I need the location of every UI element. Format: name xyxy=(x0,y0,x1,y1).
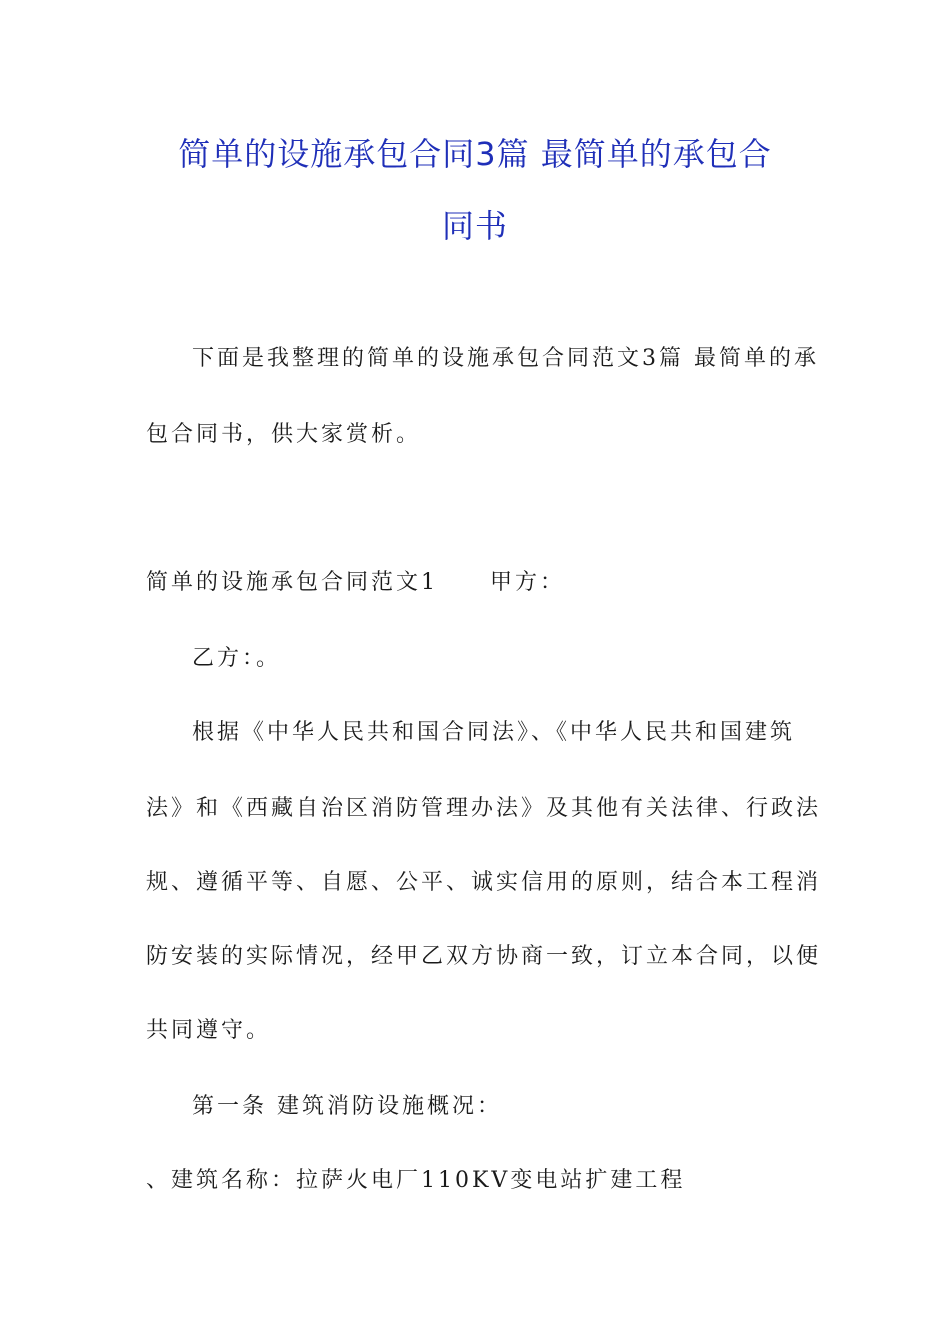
paragraph-line-4: 防安装的实际情况，经甲乙双方协商一致，订立本合同，以便 xyxy=(146,944,822,969)
document-title-line-1: 简单的设施承包合同3篇 最简单的承包合 xyxy=(178,135,772,173)
paragraph-line-5: 共同遵守。 xyxy=(146,1018,272,1043)
intro-line-1: 下面是我整理的简单的设施承包合同范文3篇 最简单的承 xyxy=(192,346,819,371)
list-item-building-name: 、建筑名称：拉萨火电厂110KV变电站扩建工程 xyxy=(146,1168,686,1193)
intro-line-2: 包合同书，供大家赏析。 xyxy=(146,422,422,447)
paragraph-line-3: 规、遵循平等、自愿、公平、诚实信用的原则，结合本工程消 xyxy=(146,870,822,895)
section-heading: 简单的设施承包合同范文1 xyxy=(146,570,438,595)
paragraph-line-2: 法》和《西藏自治区消防管理办法》及其他有关法律、行政法 xyxy=(146,796,822,821)
party-b-label: 乙方：。 xyxy=(192,646,282,671)
paragraph-line-1: 根据《中华人民共和国合同法》、《中华人民共和国建筑 xyxy=(192,720,796,745)
party-a-label: 甲方： xyxy=(490,570,566,595)
section-heading-line xyxy=(146,568,816,598)
article-heading: 第一条 建筑消防设施概况： xyxy=(192,1094,502,1119)
document-title-line-2: 同书 xyxy=(441,207,508,245)
